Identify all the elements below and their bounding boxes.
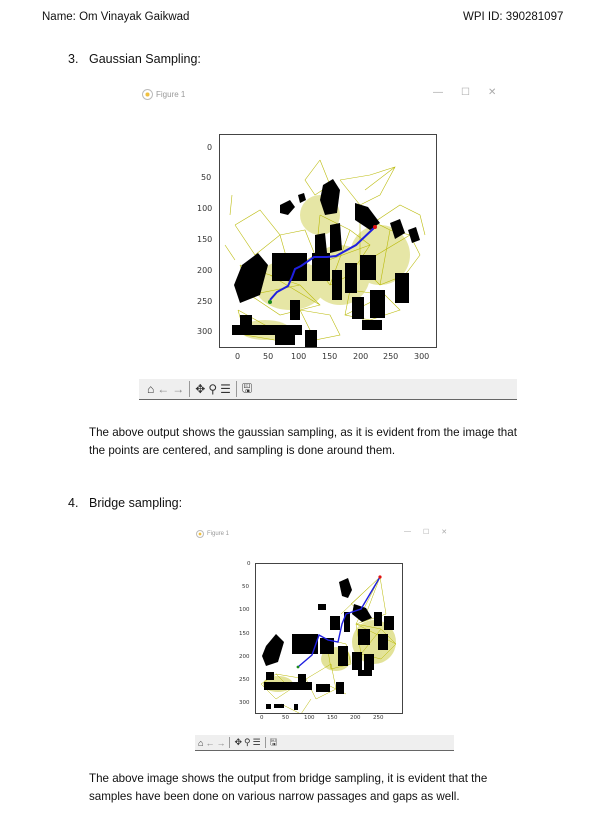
y-tick: 100 xyxy=(239,607,250,613)
maximize-button[interactable]: ☐ xyxy=(423,529,430,536)
x-tick: 250 xyxy=(373,715,384,721)
forward-icon[interactable]: → xyxy=(172,382,185,396)
author-name: Name: Om Vinayak Gaikwad xyxy=(42,11,190,23)
figure-toolbar xyxy=(139,379,517,400)
caption-line: The above output shows the gaussian sampling, as it is evident from the image that xyxy=(89,426,517,439)
figure-title-text: Figure 1 xyxy=(156,90,186,99)
section-4-title: Bridge sampling: xyxy=(89,496,183,510)
start-marker xyxy=(297,666,300,669)
caption-line: samples have been done on various narrow passages and gaps as well. xyxy=(89,790,460,803)
figure-window-title xyxy=(196,530,229,538)
toolbar-separator xyxy=(229,737,230,748)
y-tick: 50 xyxy=(201,173,212,182)
caption-line: The above image shows the output from bridge sampling, it is evident that the xyxy=(89,772,488,785)
back-icon[interactable]: ← xyxy=(157,382,170,396)
section-3-number: 3. xyxy=(68,52,79,66)
gaussian-caption xyxy=(89,424,559,460)
minimize-button[interactable]: — xyxy=(433,87,443,98)
bridge-plot-area xyxy=(255,563,403,714)
close-button[interactable]: ✕ xyxy=(487,87,497,98)
toolbar-separator xyxy=(236,381,237,397)
x-tick: 250 xyxy=(383,352,399,361)
bridge-roadmap-graphic xyxy=(256,564,402,713)
x-tick: 50 xyxy=(263,352,274,361)
x-tick: 150 xyxy=(327,715,338,721)
x-tick: 0 xyxy=(235,352,241,361)
section-4-number: 4. xyxy=(68,496,79,510)
y-tick: 300 xyxy=(239,700,250,706)
close-button[interactable]: ✕ xyxy=(441,529,448,536)
start-marker xyxy=(268,300,272,304)
x-tick: 300 xyxy=(414,352,430,361)
wpi-id: WPI ID: 390281097 xyxy=(463,11,564,23)
minimize-button[interactable]: — xyxy=(404,528,411,535)
save-icon[interactable]: 🖫 xyxy=(241,380,253,395)
y-tick: 300 xyxy=(197,327,213,336)
x-tick: 100 xyxy=(304,715,315,721)
window-controls xyxy=(404,528,447,536)
toolbar-separator xyxy=(265,737,266,748)
x-tick: 50 xyxy=(282,715,289,721)
toolbar-separator xyxy=(189,381,190,397)
window-controls xyxy=(433,87,496,98)
bridge-caption xyxy=(89,770,559,806)
configure-icon[interactable]: ☰ xyxy=(220,382,231,396)
matplotlib-logo-icon xyxy=(142,89,153,100)
goal-marker xyxy=(373,225,377,229)
x-tick: 100 xyxy=(291,352,307,361)
x-tick: 200 xyxy=(353,352,369,361)
caption-line: the points are centered, and sampling is done around them. xyxy=(89,444,396,457)
section-3-title: Gaussian Sampling: xyxy=(89,52,201,66)
y-tick: 250 xyxy=(239,677,250,683)
x-tick: 0 xyxy=(260,715,264,721)
goal-marker xyxy=(378,575,381,578)
gaussian-plot-area xyxy=(219,134,437,348)
y-tick: 50 xyxy=(242,584,249,590)
pan-icon[interactable]: ✥ xyxy=(234,737,242,747)
zoom-icon[interactable]: ⚲ xyxy=(208,382,218,396)
configure-icon[interactable]: ☰ xyxy=(252,737,261,747)
y-tick: 150 xyxy=(197,235,213,244)
figure-window-title xyxy=(142,89,185,100)
maximize-button[interactable]: ☐ xyxy=(461,87,470,98)
x-tick: 150 xyxy=(322,352,338,361)
zoom-icon[interactable]: ⚲ xyxy=(243,737,251,747)
y-tick: 150 xyxy=(239,631,250,637)
back-icon[interactable]: ← xyxy=(205,737,215,748)
home-icon[interactable]: ⌂ xyxy=(147,382,155,396)
forward-icon[interactable]: → xyxy=(216,737,226,748)
figure-title-text: Figure 1 xyxy=(207,531,230,537)
save-icon[interactable]: 🖫 xyxy=(269,736,278,747)
gaussian-roadmap-graphic xyxy=(220,135,436,347)
home-icon[interactable]: ⌂ xyxy=(198,737,204,748)
y-tick: 200 xyxy=(239,654,250,660)
matplotlib-logo-icon xyxy=(196,530,204,538)
y-tick: 250 xyxy=(197,297,213,306)
x-tick: 200 xyxy=(350,715,361,721)
y-tick: 0 xyxy=(207,143,213,152)
figure-toolbar xyxy=(195,735,454,751)
y-tick: 100 xyxy=(197,204,213,213)
y-tick: 0 xyxy=(247,561,251,567)
y-tick: 200 xyxy=(197,266,213,275)
pan-icon[interactable]: ✥ xyxy=(195,382,206,396)
